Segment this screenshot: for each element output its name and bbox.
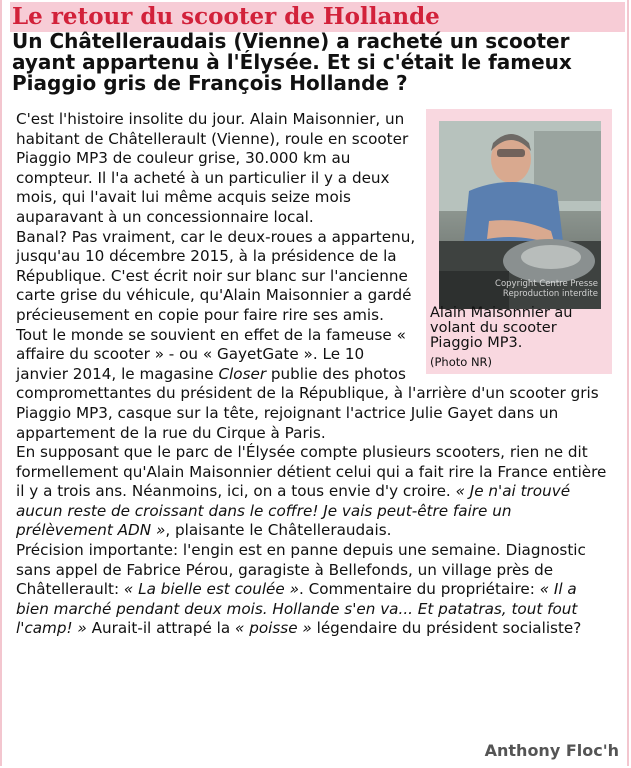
closer-magazine: Closer: [218, 364, 267, 383]
photo-caption: Alain Maisonnier au volant du scooter Piaggio MP3.: [430, 305, 573, 351]
quote-poisse: « poisse »: [235, 619, 312, 638]
photo-box: [426, 109, 612, 374]
paragraph-1: C'est l'histoire insolite du jour. Alain Maisonnier, un habitant de Châtellerault (Vienne), roule en scooter Piaggio MP3 de couleur grise, 30.000 km au compteur. Il l'a acheté à un particulier il y a deux mois, qui l'avait lui même acquis seize mois auparavant à un concessionnaire local.: [16, 110, 409, 226]
photo-credit: (Photo NR): [430, 355, 493, 369]
article-body: [16, 110, 612, 639]
kicker-title: Le retour du scooter de Hollande: [12, 3, 440, 30]
quote-bielle: « La bielle est coulée »: [123, 580, 299, 599]
quote-owner: « Il a bien marché pendant deux mois. Hollande s'en va... Et patatras, tout fout l'camp! »: [16, 580, 578, 638]
headline: Un Châtelleraudais (Vienne) a racheté un scooter ayant appartenu à l'Élysée. Et si c'était le fameux Piaggio gris de François Hollande ?: [12, 29, 572, 95]
paragraph-2: Banal? Pas vraiment, car le deux-roues a appartenu, jusqu'au 10 décembre 2015, à la présidence de la République. C'est écrit noir sur blanc sur l'ancienne carte grise du véhicule, qu'Alain Maisonnier a gardé précieusement en copie pour faire rire ses amis. Tout le monde se souvient en effet de la fameuse « affaire du scooter » - ou « GayetGate ». Le 10 janvier 2014, le magasine Closer publie des photos compromettantes du président de la République, à l'arrière d'un scooter gris Piaggio MP3, casque sur la tête, rejoignant l'actrice Julie Gayet dans un appartement de la rue du Cirque à Paris.: [16, 227, 599, 442]
paragraph-3: En supposant que le parc de l'Élysée compte plusieurs scooters, rien ne dit formellement qu'Alain Maisonnier détient celui qui a fait rire la France entière il y a trois ans. Néanmoins, ici, on a tous envie d'y croire. « Je n'ai trouvé aucun reste de croissant dans le coffre! Je vais peut-être faire un prélèvement ADN », plaisante le Châtelleraudais.: [16, 443, 607, 540]
author-byline: Anthony Floc'h: [484, 741, 619, 760]
paragraph-4: Précision importante: l'engin est en panne depuis une semaine. Diagnostic sans appel de Fabrice Pérou, garagiste à Bellefonds, un village près de Châtellerault: « La bielle est coulée ». Commentaire du propriétaire: « Il a bien marché pendant deux mois. Hollande s'en va... Et patatras, tout fout l'camp! » Aurait-il attrapé la « poisse » légendaire du président socialiste?: [16, 541, 586, 638]
photo-watermark: Copyright Centre Presse Reproduction interdite: [495, 279, 598, 299]
scooter-photo[interactable]: [439, 121, 601, 309]
quote-croissant: « Je n'ai trouvé aucun reste de croissant dans le coffre! Je vais peut-être faire un prélèvement ADN »: [16, 482, 571, 540]
kicker-banner: [10, 2, 625, 32]
